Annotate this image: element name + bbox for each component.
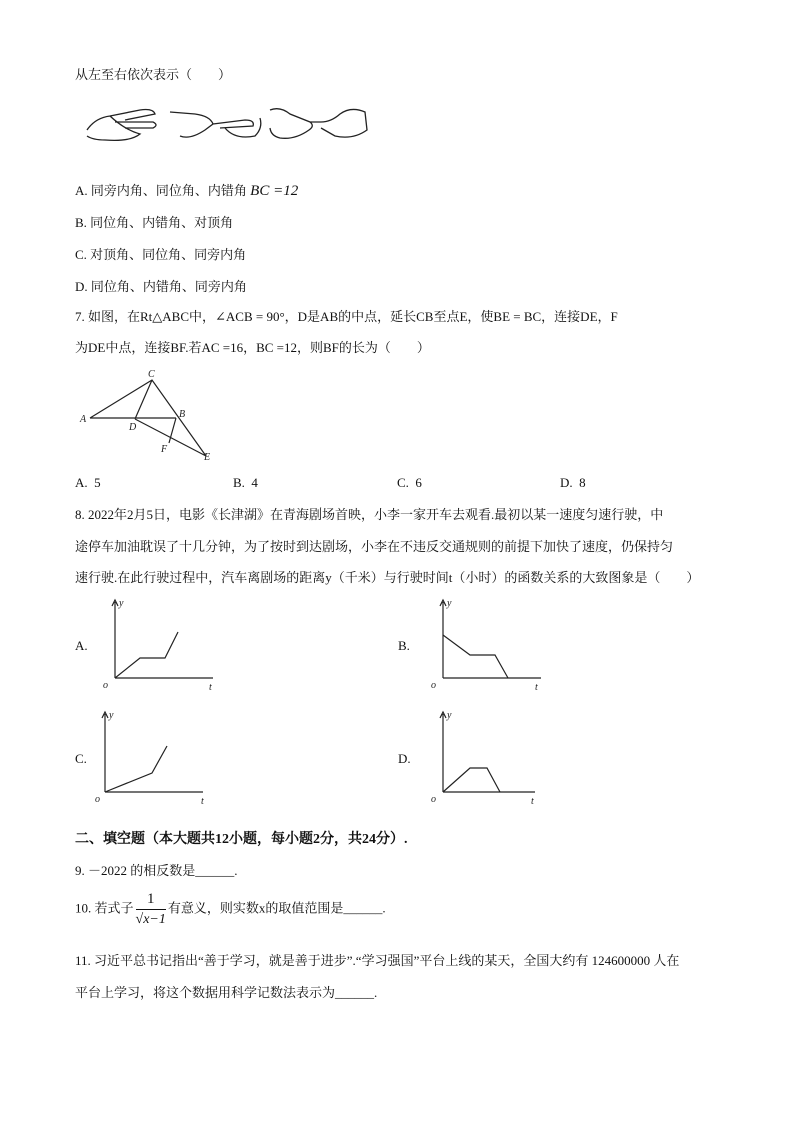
option-extra: BC =12 xyxy=(250,183,299,199)
q11-line2: 平台上学习，将这个数据用科学记数法表示为______. xyxy=(75,985,378,1000)
q10 xyxy=(75,889,386,930)
q8-stem-line1: 8. 2022年2月5日，电影《长津湖》在青海剧场首映，小李一家开车去观看.最初以某一速度匀速行驶，中 xyxy=(75,507,664,522)
option-label: D. xyxy=(560,475,573,490)
option-label: D. xyxy=(75,279,88,294)
option-label: A. xyxy=(75,183,88,198)
option-label: A. xyxy=(75,475,88,490)
y-axis-label: y xyxy=(109,710,114,721)
q8-option-b[interactable]: B. xyxy=(398,638,410,653)
label-f: F xyxy=(161,444,168,455)
x-axis-label: t xyxy=(531,796,534,807)
q8-option-d[interactable]: D. xyxy=(398,751,411,766)
q10-suffix: 有意义，则实数x的取值范围是______. xyxy=(167,900,386,916)
q8-option-a[interactable]: A. xyxy=(75,638,88,653)
label-b: B xyxy=(179,409,186,420)
label-a: A xyxy=(80,414,87,425)
graph-c xyxy=(85,706,215,811)
q7-option-c[interactable] xyxy=(397,475,422,491)
hand-gesture-3 xyxy=(270,109,367,139)
option-label: C. xyxy=(75,247,87,262)
label-e: E xyxy=(204,452,211,463)
option-text: 同旁内角、同位角、内错角 xyxy=(90,183,247,198)
graph-d xyxy=(423,706,553,811)
y-axis-label: y xyxy=(447,710,452,721)
option-label: C. xyxy=(397,475,409,490)
graph-a xyxy=(95,592,225,697)
numerator: 1 xyxy=(136,889,166,910)
q11-line1: 11. 习近平总书记指出“善于学习，就是善于进步”.“学习强国”平台上线的某天，全国大约有 124600000 人在 xyxy=(75,953,680,968)
q6-option-a[interactable] xyxy=(75,183,298,199)
triangle-figure xyxy=(78,368,218,463)
q8-stem-line2: 途停车加油耽误了十几分钟，为了按时到达剧场，小李在不违反交通规则的前提下加快了速度，仍保持匀 xyxy=(75,539,674,554)
option-text: 6 xyxy=(415,475,422,490)
option-label: B. xyxy=(75,215,87,230)
q10-prefix: 10. 若式子 xyxy=(75,900,134,916)
origin-label: o xyxy=(431,794,436,805)
q7-option-d[interactable] xyxy=(560,475,586,491)
section-heading: 二、填空题（本大题共12小题，每小题2分，共24分）. xyxy=(75,832,408,847)
option-text: 同位角、内错角、对顶角 xyxy=(90,215,234,230)
hand-gesture-2 xyxy=(170,112,253,137)
q6-option-c[interactable] xyxy=(75,247,246,263)
q9-text: 9. －2022 的相反数是______. xyxy=(75,863,238,878)
hand-gestures-figure xyxy=(85,100,370,150)
q7-option-b[interactable] xyxy=(233,475,258,491)
option-text: 8 xyxy=(579,475,586,490)
q8-option-c[interactable]: C. xyxy=(75,751,87,766)
q7-stem-line1: 7. 如图，在Rt△ABC中，∠ACB = 90°，D是AB的中点，延长CB至点E，使BE = BC，连接DE，F xyxy=(75,309,618,324)
label-d: D xyxy=(129,422,137,433)
option-text: 对顶角、同位角、同旁内角 xyxy=(90,247,247,262)
option-text: 5 xyxy=(94,475,101,490)
x-axis-label: t xyxy=(535,682,538,693)
origin-label: o xyxy=(103,680,108,691)
y-axis-label: y xyxy=(119,598,124,609)
x-axis-label: t xyxy=(209,682,212,693)
fraction xyxy=(136,889,166,930)
q6-option-b[interactable] xyxy=(75,215,233,231)
denominator: √x−1 xyxy=(135,912,166,927)
q7-stem-line2: 为DE中点，连接BF.若AC =16，BC =12，则BF的长为（ ） xyxy=(75,340,430,355)
q8-stem-line3: 速行驶.在此行驶过程中，汽车离剧场的距离y（千米）与行驶时间t（小时）的函数关系的大致图象是（ ） xyxy=(75,570,700,585)
y-axis-label: y xyxy=(447,598,452,609)
q6-option-d[interactable] xyxy=(75,279,247,295)
option-text: 同位角、内错角、同旁内角 xyxy=(90,279,247,294)
q6-stem: 从左至右依次表示（ ） xyxy=(75,67,232,82)
origin-label: o xyxy=(431,680,436,691)
q7-option-a[interactable] xyxy=(75,475,101,491)
label-c: C xyxy=(148,369,155,380)
origin-label: o xyxy=(95,794,100,805)
option-label: B. xyxy=(233,475,245,490)
x-axis-label: t xyxy=(201,796,204,807)
graph-b xyxy=(423,592,553,697)
hand-gesture-1 xyxy=(87,110,155,141)
option-text: 4 xyxy=(251,475,258,490)
